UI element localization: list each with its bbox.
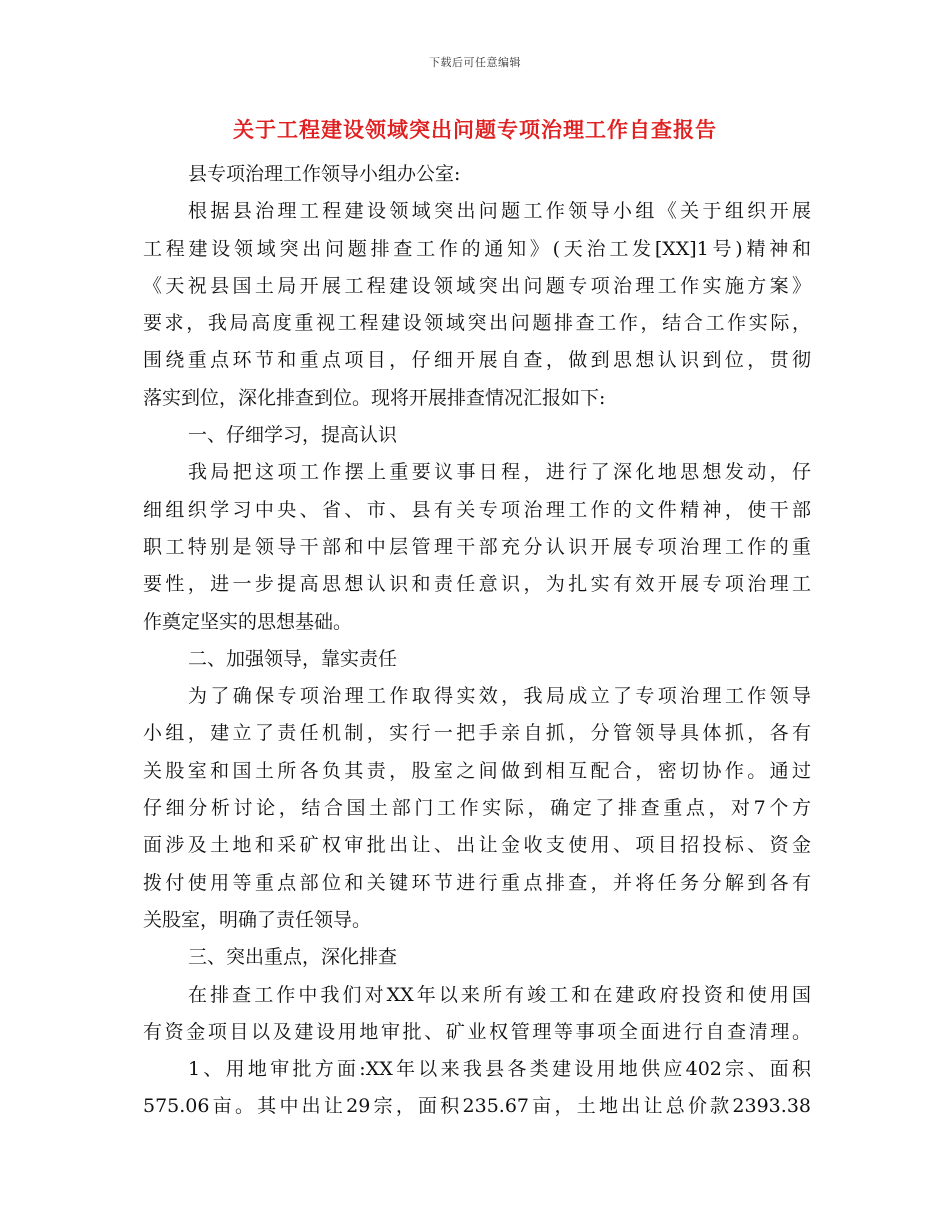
body-line: 一、仔细学习，提高认识 <box>188 424 398 447</box>
body-line: 我局把这项工作摆上重要议事日程，进行了深化地思想发动，仔 <box>188 461 811 484</box>
header-note: 下载后可任意编辑 <box>429 56 521 69</box>
body-line: 关股室，明确了责任领导。 <box>143 908 372 931</box>
body-line: 关股室和国土所各负其责，股室之间做到相互配合，密切协作。通过 <box>143 759 811 782</box>
body-line: 职工特别是领导干部和中层管理干部充分认识开展专项治理工作的重 <box>143 535 811 558</box>
body-line: 工程建设领域突出问题排查工作的通知》(天治工发[XX]1号)精神和 <box>143 237 811 260</box>
body-line: 575.06亩。其中出让29宗，面积235.67亩，土地出让总价款2393.38 <box>143 1095 811 1118</box>
body-line: 为了确保专项治理工作取得实效，我局成立了专项治理工作领导 <box>188 685 811 708</box>
document-title: 关于工程建设领域突出问题专项治理工作自查报告 <box>233 117 717 142</box>
body-line: 1、用地审批方面:XX年以来我县各类建设用地供应402宗、面积 <box>188 1058 811 1081</box>
body-line: 二、加强领导，靠实责任 <box>188 647 398 670</box>
body-line: 《天祝县国土局开展工程建设领域突出问题专项治理工作实施方案》 <box>143 274 811 297</box>
body-line: 面涉及土地和采矿权审批出让、出让金收支使用、项目招投标、资金 <box>143 834 811 857</box>
body-line: 在排查工作中我们对XX年以来所有竣工和在建政府投资和使用国 <box>188 983 811 1006</box>
body-line: 仔细分析讨论，结合国土部门工作实际，确定了排查重点，对7个方 <box>143 797 811 820</box>
body-line: 根据县治理工程建设领域突出问题工作领导小组《关于组织开展 <box>188 200 811 223</box>
body-line: 要性，进一步提高思想认识和责任意识，为扎实有效开展专项治理工 <box>143 573 811 596</box>
body-line: 拨付使用等重点部位和关键环节进行重点排查，并将任务分解到各有 <box>143 871 811 894</box>
body-line: 县专项治理工作领导小组办公室: <box>188 163 461 185</box>
body-line: 细组织学习中央、省、市、县有关专项治理工作的文件精神，使干部 <box>143 498 811 521</box>
body-line: 要求，我局高度重视工程建设领域突出问题排查工作，结合工作实际， <box>143 312 811 335</box>
body-line: 三、突出重点，深化排查 <box>188 946 398 969</box>
body-line: 小组，建立了责任机制，实行一把手亲自抓，分管领导具体抓，各有 <box>143 722 811 745</box>
body-line: 围绕重点环节和重点项目，仔细开展自查，做到思想认识到位，贯彻 <box>143 349 811 372</box>
body-line: 落实到位，深化排查到位。现将开展排查情况汇报如下: <box>143 386 606 409</box>
body-line: 有资金项目以及建设用地审批、矿业权管理等事项全面进行自查清理。 <box>143 1020 811 1043</box>
body-line: 作奠定坚实的思想基础。 <box>143 610 353 633</box>
document-body <box>143 156 811 1126</box>
